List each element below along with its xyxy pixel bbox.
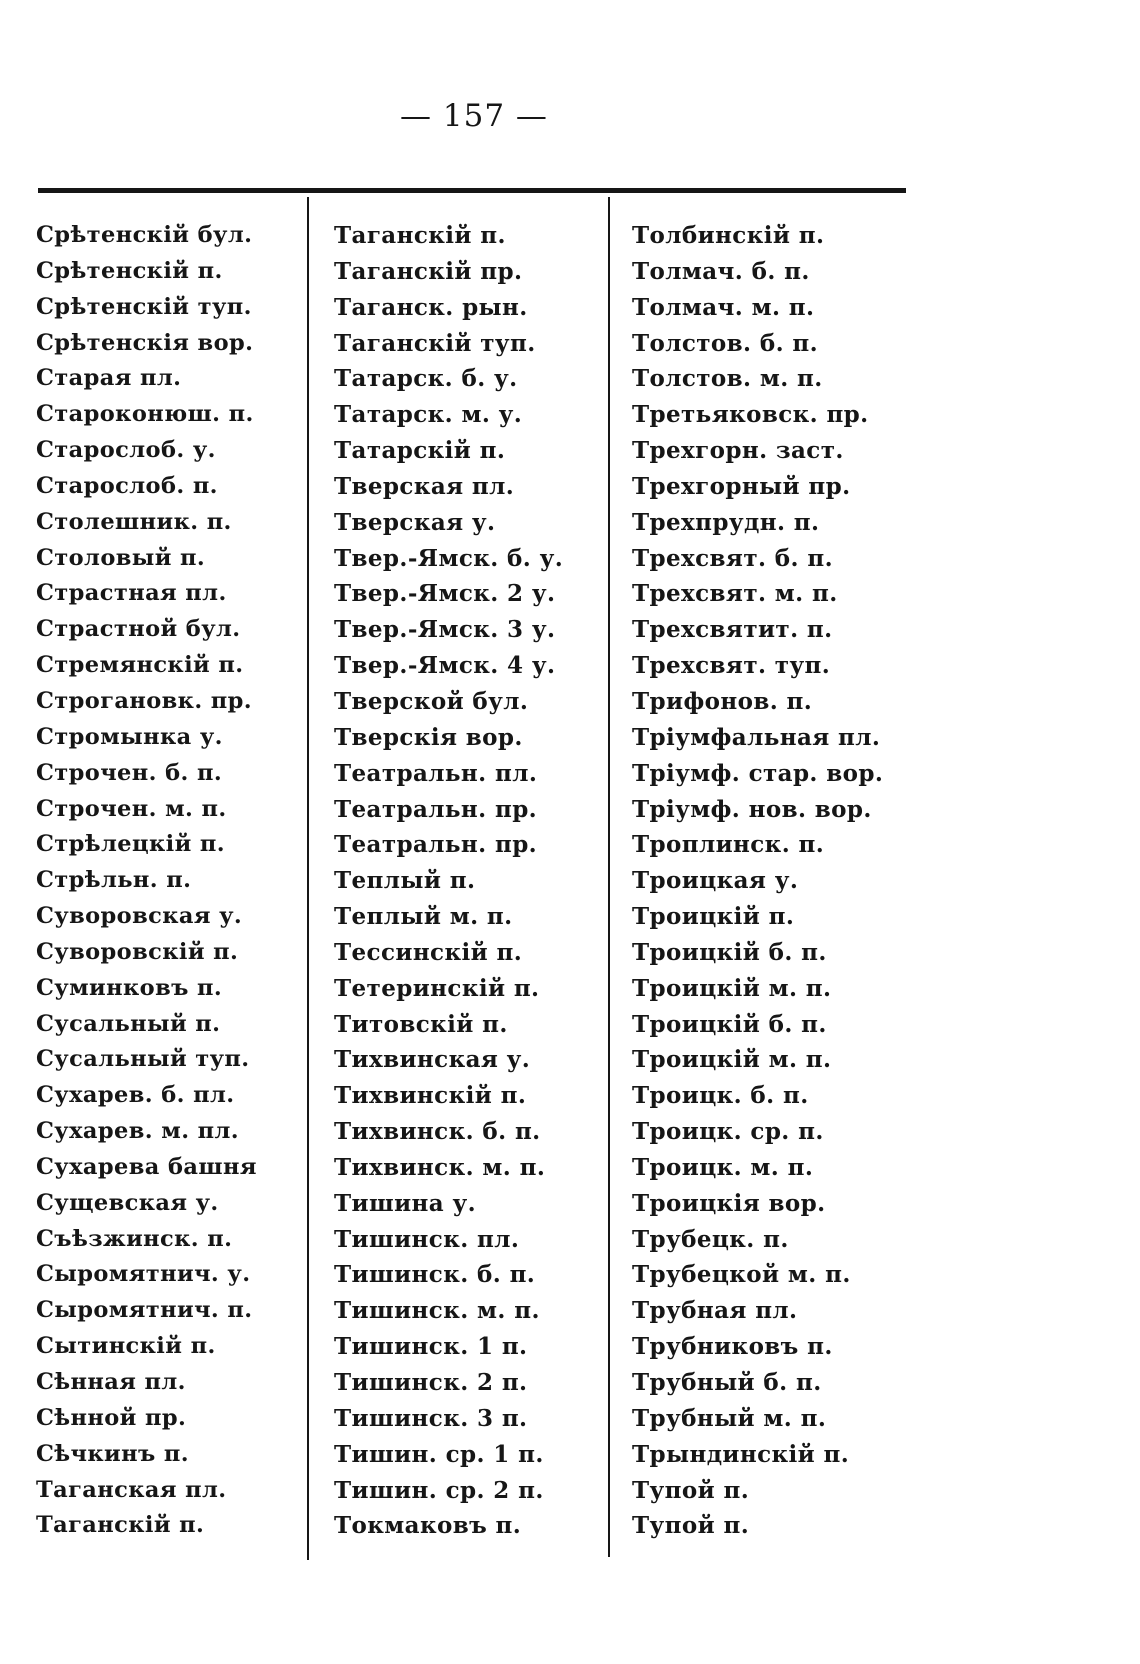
street-entry: Тишинск. пл. [334,1225,520,1253]
street-entry: Тишина у. [334,1189,477,1217]
street-entry: Строчен. м. п. [36,795,227,822]
street-entry: Тверская пл. [334,472,515,500]
street-entry: Сухарев. б. пл. [36,1082,235,1109]
street-entry: Тишин. ср. 1 п. [334,1440,544,1468]
street-entry: Тріумф. стар. вор. [632,759,884,787]
street-entry: Троицкій б. п. [632,938,827,966]
street-entry: Троплинск. п. [632,831,825,859]
street-entry: Сущевская у. [36,1189,219,1216]
street-entry: Съѣзжинск. п. [36,1225,233,1252]
street-entry: Сусальный туп. [36,1046,250,1073]
street-entry: Трехсвят. б. п. [632,544,833,572]
street-entry: Токмаковъ п. [334,1512,522,1540]
street-entry: Тріумф. нов. вор. [632,795,872,823]
street-entry: Троицк. м. п. [632,1153,814,1181]
street-entry: Тихвинск. б. п. [334,1118,541,1146]
street-entry: Срѣтенскія вор. [36,329,254,356]
street-entry: Трубная пл. [632,1297,798,1325]
street-entry: Суворовскій п. [36,938,239,965]
street-entry: Театральн. пл. [334,759,538,787]
street-entry: Трехсвят. м. п. [632,580,838,608]
street-entry: Толстов. б. п. [632,329,819,357]
street-entry: Трубниковъ п. [632,1333,833,1361]
street-entry: Строгановк. пр. [36,687,253,714]
street-entry: Теплый п. [334,867,476,895]
street-entry: Трехсвятит. п. [632,616,833,644]
street-entry: Сѣнная пл. [36,1369,186,1395]
street-entry: Таганскій пр. [334,257,523,285]
street-entry: Тверской бул. [334,687,529,715]
street-entry: Троицкій м. п. [632,974,832,1002]
street-entry: Театральн. пр. [334,831,538,859]
street-entry: Толмач. м. п. [632,293,815,321]
street-entry: Таганск. рын. [334,293,528,321]
street-entry: Столешник. п. [36,508,232,535]
street-entry: Толбинскій п. [632,222,825,249]
street-entry: Татарск. м. у. [334,401,523,429]
street-entry: Сусальный п. [36,1010,221,1037]
street-entry: Стремянскій п. [36,652,244,679]
street-entry: Троицкая у. [632,867,799,895]
street-entry: Трехпрудн. п. [632,508,820,536]
street-entry: Трубный б. п. [632,1369,822,1396]
page-number: — 157 — [400,98,548,134]
index-column-1 [36,218,326,1544]
street-entry: Трубецкой м. п. [632,1261,851,1289]
index-column-3 [632,218,922,1544]
street-entry: Сухарева башня [36,1153,257,1180]
top-rule [38,188,906,193]
street-entry: Сыромятнич. у. [36,1261,251,1288]
street-entry: Тетеринскій п. [334,974,540,1002]
street-entry: Троицкія вор. [632,1189,826,1217]
street-entry: Твер.-Ямск. 2 у. [334,580,556,608]
street-entry: Трубецк. п. [632,1225,789,1253]
street-entry: Тишинск. б. п. [334,1261,536,1289]
street-entry: Троицкій б. п. [632,1010,827,1038]
street-entry: Тихвинскій п. [334,1082,527,1110]
street-entry: Тверская у. [334,508,496,536]
street-entry: Страстная пл. [36,580,227,607]
street-entry: Тишинск. 2 п. [334,1369,528,1396]
street-entry: Староконюш. п. [36,401,254,428]
street-entry: Суворовская у. [36,903,243,930]
street-entry: Тишинск. м. п. [334,1297,540,1325]
street-entry: Татарск. б. у. [334,365,518,393]
street-entry: Трубный м. п. [632,1404,827,1432]
street-entry: Стрѣльн. п. [36,867,192,894]
street-entry: Трындинскій п. [632,1440,850,1468]
street-entry: Тишин. ср. 2 п. [334,1476,544,1504]
street-entry: Трехсвят. туп. [632,652,831,680]
street-entry: Страстной бул. [36,616,241,643]
street-entry: Троицкій м. п. [632,1046,832,1074]
street-entry: Твер.-Ямск. б. у. [334,544,564,572]
street-entry: Театральн. пр. [334,795,538,823]
street-entry: Сыромятнич. п. [36,1297,253,1324]
street-entry: Старослоб. п. [36,472,218,499]
street-entry: Тихвинская у. [334,1046,531,1074]
street-entry: Таганскій п. [334,222,506,249]
street-entry: Стрѣлецкій п. [36,831,226,858]
street-entry: Троицк. б. п. [632,1082,809,1110]
street-entry: Троицк. ср. п. [632,1118,824,1146]
street-entry: Старая пл. [36,365,182,392]
street-entry: Стромынка у. [36,723,223,750]
street-entry: Татарскій п. [334,437,506,465]
street-entry: Тишинск. 3 п. [334,1404,528,1432]
street-entry: Твер.-Ямск. 4 у. [334,652,556,680]
street-entry: Троицкій п. [632,903,795,931]
street-entry: Строчен. б. п. [36,759,223,786]
street-entry: Таганская пл. [36,1476,227,1503]
street-entry: Срѣтенскій п. [36,257,223,284]
street-entry: Тверскія вор. [334,723,523,751]
street-entry: Тріумфальная пл. [632,723,881,751]
street-entry: Твер.-Ямск. 3 у. [334,616,556,644]
street-entry: Тессинскій п. [334,938,523,966]
street-entry: Сѣнной пр. [36,1404,187,1431]
street-entry: Сѣчкинъ п. [36,1440,189,1467]
street-entry: Титовскій п. [334,1010,508,1038]
street-entry: Трехгорн. заст. [632,437,844,465]
street-entry: Срѣтенскій бул. [36,222,253,248]
street-entry: Срѣтенскій туп. [36,293,252,320]
street-entry: Толмач. б. п. [632,257,810,285]
street-entry: Столовый п. [36,544,206,571]
street-entry: Тупой п. [632,1476,750,1504]
street-entry: Трифонов. п. [632,687,813,715]
street-entry: Теплый м. п. [334,903,513,931]
street-entry: Тупой п. [632,1512,750,1540]
street-entry: Сухарев. м. пл. [36,1118,240,1145]
street-entry: Старослоб. у. [36,437,216,464]
index-column-2 [334,218,624,1544]
street-entry: Таганскій туп. [334,329,536,357]
street-entry: Суминковъ п. [36,974,223,1001]
street-entry: Тихвинск. м. п. [334,1153,546,1181]
street-entry: Трехгорный пр. [632,472,851,500]
street-entry: Сытинскій п. [36,1333,216,1360]
street-entry: Толстов. м. п. [632,365,823,393]
street-entry: Таганскій п. [36,1512,205,1539]
street-entry: Третьяковск. пр. [632,401,869,429]
street-entry: Тишинск. 1 п. [334,1333,528,1361]
